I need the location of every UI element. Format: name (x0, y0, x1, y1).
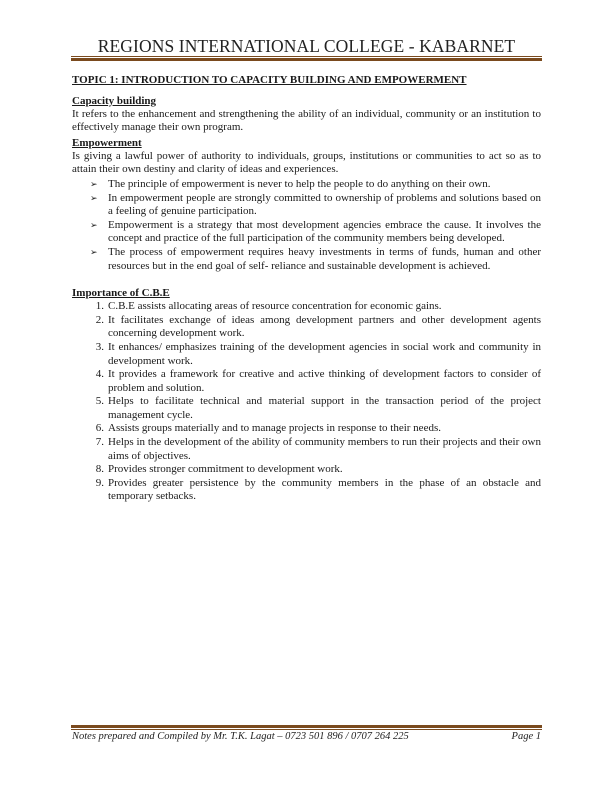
list-number: 5. (95, 395, 104, 408)
list-item-text: The principle of empowerment is never to help the people to do anything on their own. (108, 177, 491, 190)
paragraph: It refers to the enhancement and strengthening the ability of an individual, community or an institution to effectively manage their own program. (72, 107, 541, 134)
list-item-text: C.B.E assists allocating areas of resource concentration for economic gains. (108, 300, 442, 313)
list-item (95, 436, 541, 463)
footer-rule (71, 725, 542, 730)
list-item (95, 395, 541, 422)
list-item-text: Assists groups materially and to manage projects in response to their needs. (108, 422, 441, 435)
list-number: 6. (95, 422, 104, 435)
bullet-list (72, 178, 541, 273)
section-heading: Importance of C.B.E (72, 287, 170, 300)
list-number: 3. (95, 340, 104, 353)
arrow-bullet-icon: ➢ (90, 178, 98, 189)
list-item (95, 368, 541, 395)
section-heading: Empowerment (72, 136, 142, 149)
list-item-text: It facilitates exchange of ideas among development partners and other development agents concerning development work. (108, 313, 541, 340)
page-content (72, 74, 541, 504)
section-importance (72, 286, 541, 504)
spacer (72, 273, 541, 286)
list-item (90, 177, 541, 192)
list-item-text: Empowerment is a strategy that most development agencies embrace the cause. It involves the concept and practice of the full participation of the community members being developed. (108, 218, 541, 245)
list-item-text: Provides greater persistence by the community members in the phase of an obstacle and temporary setbacks. (108, 476, 541, 503)
footer-credit: Notes prepared and Compiled by Mr. T.K. Lagat – 0723 501 896 / 0707 264 225 (72, 731, 409, 742)
arrow-bullet-icon: ➢ (90, 219, 98, 230)
list-item-text: It provides a framework for creative and active thinking of development factors to consider of problem and solution. (108, 368, 541, 394)
list-item (95, 422, 541, 436)
list-item (95, 313, 541, 341)
list-item (95, 476, 541, 504)
list-item (90, 191, 541, 219)
arrow-bullet-icon: ➢ (90, 246, 98, 257)
header-title: REGIONS INTERNATIONAL COLLEGE - KABARNET (97, 36, 516, 56)
section-heading: Capacity building (72, 94, 157, 107)
list-item (95, 463, 541, 477)
paragraph: Is giving a lawful power of authority to individuals, groups, institutions or communities to act so as to attain their own destiny and clarity of ideas and experiences. (72, 149, 541, 176)
list-item (90, 218, 541, 246)
list-number: 1. (95, 300, 104, 313)
list-item-text: Helps to facilitate technical and material support in the transaction period of the project management cycle. (108, 395, 541, 421)
list-item-text: The process of empowerment requires heavy investments in terms of funds, human and other resources but in the end goal of self- reliance and sustainable development is achieved. (108, 245, 541, 272)
list-item-text: Provides stronger commitment to development work. (108, 463, 343, 476)
arrow-bullet-icon: ➢ (90, 192, 98, 203)
list-item (95, 300, 541, 314)
section-capacity-building (72, 94, 541, 135)
list-item-text: It enhances/ emphasizes training of the development agencies in social work and community in development work. (108, 340, 541, 367)
numbered-list (72, 300, 541, 504)
list-number: 2. (95, 313, 104, 326)
page-number: Page 1 (511, 731, 541, 742)
list-item-text: In empowerment people are strongly committed to ownership of problems and solutions based on a feeling of genuine participation. (108, 191, 541, 218)
list-number: 7. (95, 436, 104, 449)
list-item (95, 340, 541, 368)
list-number: 4. (95, 368, 104, 381)
list-item (90, 245, 541, 273)
list-item-text: Helps in the development of the ability of community members to run their projects and their own aims of objectives. (108, 436, 541, 462)
list-number: 9. (95, 476, 104, 489)
topic-title: TOPIC 1: INTRODUCTION TO CAPACITY BUILDING AND EMPOWERMENT (72, 74, 467, 86)
section-empowerment (72, 136, 541, 273)
list-number: 8. (95, 463, 104, 476)
header-rule (71, 56, 542, 61)
